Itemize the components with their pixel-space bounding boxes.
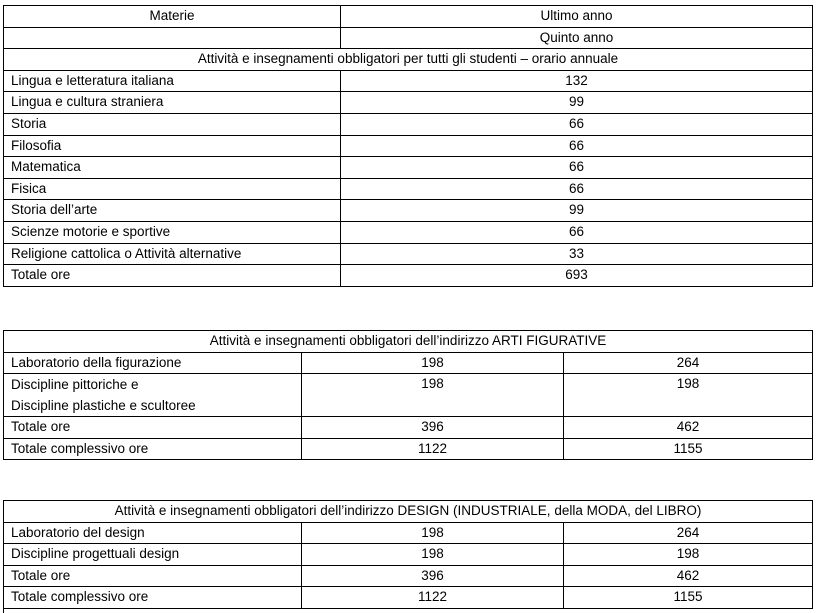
hours-cell: 1155 [564,438,813,460]
section-title: Attività e insegnamenti obbligatori per tutti gli studenti – orario annuale [4,49,813,71]
subject-cell: Totale ore [4,565,302,587]
hours-cell: 264 [564,352,813,374]
subject-cell: Matematica [4,157,341,179]
hours-cell: 198 [564,374,813,417]
section-title: Attività e insegnamenti obbligatori dell’indirizzo DESIGN (INDUSTRIALE, della MODA, del LIBRO) [4,501,813,523]
hours-cell: 198 [564,544,813,566]
subject-cell: Laboratorio del design [4,522,302,544]
subheader-row [4,27,813,49]
hours-cell: 1122 [302,438,564,460]
table-row [4,200,813,222]
hours-cell: 462 [564,565,813,587]
subject-cell: Lingua e letteratura italiana [4,70,341,92]
table-row [4,522,813,544]
subject-line-1: Discipline pittoriche e [11,377,139,393]
subject-cell: Storia dell’arte [4,200,341,222]
total-row [4,417,813,439]
header-row [4,6,813,28]
hours-cell: 462 [564,417,813,439]
subject-cell: Lingua e cultura straniera [4,92,341,114]
hours-cell: 1155 [564,587,813,609]
subject-cell: Fisica [4,178,341,200]
grand-total-row [4,438,813,460]
hours-cell: 66 [341,178,813,200]
table-row [4,374,813,417]
subject-cell: Totale ore [4,417,302,439]
hours-cell: 132 [341,70,813,92]
table-row [4,113,813,135]
subject-line-2: Discipline plastiche e scultoree [11,398,196,414]
hours-cell: 198 [302,522,564,544]
subject-cell: Totale ore [4,265,341,287]
year-sub-header: Quinto anno [341,27,813,49]
hours-cell: 99 [341,200,813,222]
hours-cell: 99 [341,92,813,114]
hours-cell: 198 [302,544,564,566]
total-row [4,565,813,587]
table-row [4,544,813,566]
section-title-row [4,501,813,523]
hours-cell: 66 [341,135,813,157]
subject-cell: Laboratorio della figurazione [4,352,302,374]
subject-cell [4,374,302,417]
hours-cell: 1122 [302,587,564,609]
section-title-row [4,49,813,71]
subject-cell: Filosofia [4,135,341,157]
arti-figurative-table [3,330,813,460]
table-row [4,92,813,114]
table-row [4,243,813,265]
hours-cell: 66 [341,113,813,135]
hours-cell: 693 [341,265,813,287]
subject-column-header: Materie [4,6,341,28]
hours-cell: 198 [302,374,564,417]
subject-cell: Storia [4,113,341,135]
hours-cell: 264 [564,522,813,544]
hours-cell: 396 [302,565,564,587]
subject-cell: Totale complessivo ore [4,438,302,460]
design-table [3,500,813,609]
subject-cell: Totale complessivo ore [4,587,302,609]
hours-cell: 66 [341,157,813,179]
grand-total-row [4,587,813,609]
hours-cell: 396 [302,417,564,439]
subject-cell: Religione cattolica o Attività alternative [4,243,341,265]
table-row [4,352,813,374]
table-row [4,70,813,92]
table-continuation-border [3,608,4,613]
hours-cell: 66 [341,221,813,243]
table-row [4,135,813,157]
subject-cell: Scienze motorie e sportive [4,221,341,243]
subject-cell: Discipline progettuali design [4,544,302,566]
total-row [4,265,813,287]
section-title: Attività e insegnamenti obbligatori dell’indirizzo ARTI FIGURATIVE [4,331,813,353]
common-subjects-table [3,5,813,287]
table-row [4,157,813,179]
table-row [4,178,813,200]
year-column-header: Ultimo anno [341,6,813,28]
section-title-row [4,331,813,353]
hours-cell: 33 [341,243,813,265]
table-row [4,221,813,243]
empty-cell [4,27,341,49]
hours-cell: 198 [302,352,564,374]
